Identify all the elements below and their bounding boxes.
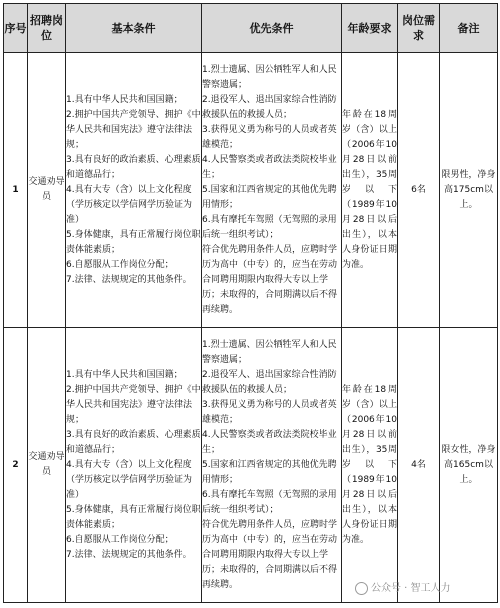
basic-item: 4.具有大专（含）以上文化程度（学历核定以学信网学历验证为准） (66, 184, 193, 225)
header-basic: 基本条件 (66, 4, 202, 53)
basic-item: 5.身体健康，具有正常履行岗位职责体能素质； (66, 229, 201, 255)
pref-item: 符合优先聘用条件人员，应聘时学历为高中（中专）的，应当在劳动合同聘用期限内取得大专以上学历；未取得的，合同期满以后不得再续聘。 (202, 244, 338, 315)
pref-item: 符合优先聘用条件人员，应聘时学历为高中（中专）的，应当在劳动合同聘用期限内取得大专以上学历；未取得的，合同期满以后不得再续聘。 (202, 519, 338, 590)
pref-item: 1.烈士遗属、因公牺牲军人和人民警察遗属； (202, 64, 337, 90)
basic-item: 7.法律、法规规定的其他条件。 (66, 274, 192, 285)
post-demand: 4名 (398, 328, 440, 603)
basic-conditions (66, 53, 202, 328)
pref-item: 3.获得见义勇为称号的人员或者英雄模范； (202, 124, 337, 150)
watermark-text: 公众号 · 智工人力 (371, 583, 451, 594)
basic-item: 4.具有大专（含）以上文化程度（学历核定以学信网学历验证为准） (66, 459, 193, 500)
basic-item: 2.拥护中国共产党领导、拥护《中华人民共和国宪法》遵守法律法规； (66, 109, 201, 150)
post-demand: 6名 (398, 53, 440, 328)
basic-item: 3.具有良好的政治素质、心理素质和道德品行； (66, 154, 201, 180)
basic-item: 1.具有中华人民共和国国籍； (66, 94, 183, 105)
header-need: 岗位需求 (398, 4, 440, 53)
header-note: 备注 (440, 4, 498, 53)
table-row (4, 53, 498, 328)
remarks: 限男性，净身高175cm以上。 (440, 53, 498, 328)
age-requirement: 年龄在18周岁（含）以上（2006年10月28日以前出生），35周岁以下（1989年10月28日以后出生），以本人身份证日期为准。 (342, 53, 398, 328)
watermark (355, 579, 451, 595)
preferred-conditions (202, 328, 342, 603)
pref-item: 5.国家和江西省规定的其他优先聘用情形； (202, 184, 337, 210)
basic-conditions (66, 328, 202, 603)
remarks: 限女性，净身高165cm以上。 (440, 328, 498, 603)
pref-item: 2.退役军人、退出国家综合性消防救援队伍的救援人员； (202, 94, 337, 120)
header-pref: 优先条件 (202, 4, 342, 53)
age-requirement: 年龄在18周岁（含）以上（2006年10月28日以前出生），35周岁以下（1989年10月28日以后出生），以本人身份证日期为准。 (342, 328, 398, 603)
basic-item: 6.自愿服从工作岗位分配； (66, 534, 174, 545)
pref-item: 6.具有摩托车驾照（无驾照的录用后统一组织考试）； (202, 214, 337, 240)
pref-item: 4.人民警察类或者政法类院校毕业生； (202, 154, 337, 180)
basic-item: 2.拥护中国共产党领导、拥护《中华人民共和国宪法》遵守法律法规； (66, 384, 201, 425)
pref-item: 4.人民警察类或者政法类院校毕业生； (202, 429, 337, 455)
row-num: 1 (4, 53, 28, 328)
row-num: 2 (4, 328, 28, 603)
basic-item: 3.具有良好的政治素质、心理素质和道德品行； (66, 429, 201, 455)
basic-item: 7.法律、法规规定的其他条件。 (66, 549, 192, 560)
basic-item: 1.具有中华人民共和国国籍； (66, 369, 183, 380)
basic-item: 5.身体健康，具有正常履行岗位职责体能素质； (66, 504, 201, 530)
pref-item: 5.国家和江西省规定的其他优先聘用情形； (202, 459, 337, 485)
pref-item: 6.具有摩托车驾照（无驾照的录用后统一组织考试）； (202, 489, 337, 515)
header-age: 年龄要求 (342, 4, 398, 53)
pref-item: 2.退役军人、退出国家综合性消防救援队伍的救援人员； (202, 369, 337, 395)
pref-item: 1.烈士遗属、因公牺牲军人和人民警察遗属； (202, 339, 337, 365)
header-post: 招聘岗位 (28, 4, 66, 53)
row-post: 交通劝导员 (28, 328, 66, 603)
pref-item: 3.获得见义勇为称号的人员或者英雄模范； (202, 399, 337, 425)
header-num: 序号 (4, 4, 28, 53)
recruitment-table (3, 3, 498, 603)
preferred-conditions (202, 53, 342, 328)
table-row (4, 328, 498, 603)
row-post: 交通劝导员 (28, 53, 66, 328)
basic-item: 6.自愿服从工作岗位分配； (66, 259, 174, 270)
table-header (4, 4, 498, 53)
wechat-icon (355, 582, 368, 595)
